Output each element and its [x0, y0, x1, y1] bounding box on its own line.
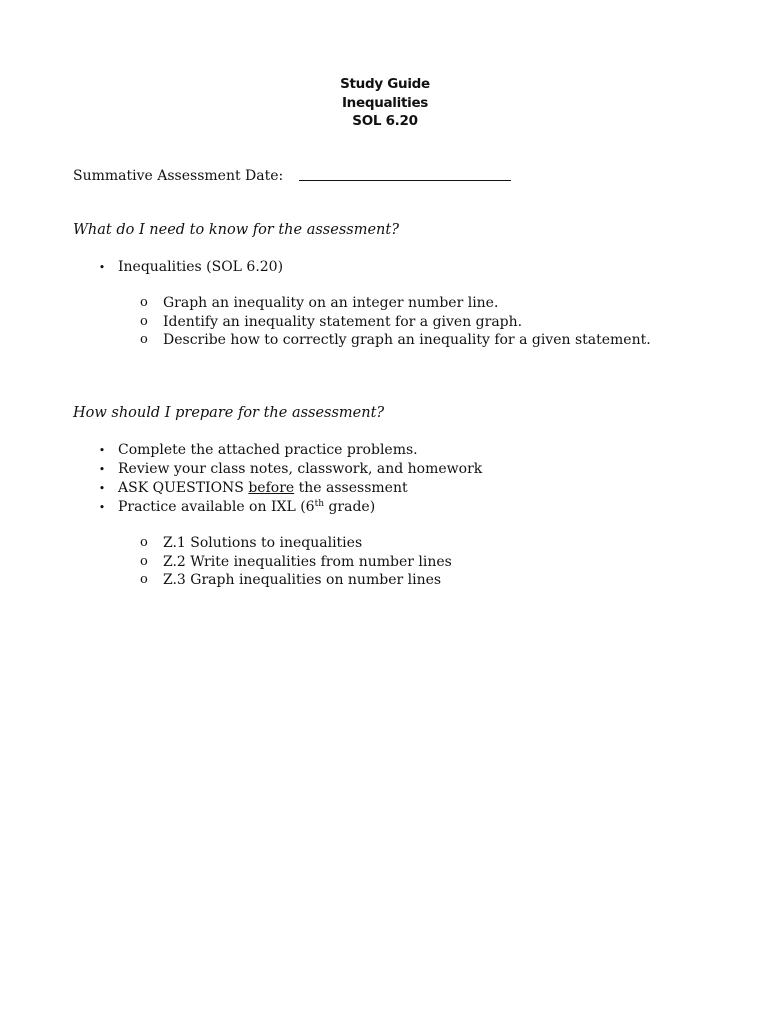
title-study-guide: Study Guide — [340, 76, 430, 92]
section1-bullet-list — [97, 258, 283, 277]
bullet-text-suffix: the assessment — [294, 480, 408, 496]
bullet-text-suffix: grade) — [324, 499, 376, 515]
section1-sub-list — [140, 294, 651, 350]
assessment-date-label: Summative Assessment Date: — [73, 168, 284, 184]
bullet-text: Inequalities (SOL 6.20) — [118, 259, 284, 275]
circle-bullet-icon: o — [140, 332, 148, 348]
sub-item-text: Z.1 Solutions to inequalities — [163, 535, 363, 551]
list-item — [97, 498, 482, 517]
bullet-text: Complete the attached practice problems. — [118, 442, 418, 458]
bullet-icon: • — [98, 463, 106, 476]
list-item — [140, 534, 452, 553]
list-item — [97, 479, 482, 498]
list-item — [140, 331, 651, 350]
bullet-icon: • — [98, 261, 106, 274]
list-item — [140, 313, 651, 332]
section2-sub-list — [140, 534, 452, 590]
sub-item-text: Z.3 Graph inequalities on number lines — [163, 572, 442, 589]
bullet-icon: • — [98, 501, 106, 514]
sub-item-text: Identify an inequality statement for a given graph. — [163, 313, 523, 330]
list-item — [97, 441, 482, 460]
circle-bullet-icon: o — [140, 572, 148, 588]
bullet-text: Review your class notes, classwork, and homework — [118, 461, 483, 477]
title-sol: SOL 6.20 — [352, 113, 418, 129]
ordinal-superscript: th — [314, 499, 324, 509]
list-item — [97, 460, 482, 479]
list-item — [140, 553, 452, 572]
bullet-icon: • — [98, 444, 106, 457]
bullet-text-prefix: Practice available on IXL (6 — [118, 499, 315, 515]
title-block — [0, 75, 770, 131]
list-item — [140, 294, 651, 313]
bullet-icon: • — [98, 482, 106, 495]
assessment-date-blank-line — [299, 180, 511, 181]
list-item — [140, 571, 452, 590]
circle-bullet-icon: o — [140, 295, 148, 310]
circle-bullet-icon: o — [140, 553, 148, 569]
underlined-word: before — [248, 480, 295, 496]
list-item — [97, 258, 283, 277]
section2-bullet-list — [97, 441, 482, 517]
sub-item-text: Graph an inequality on an integer number line. — [163, 295, 499, 311]
section2-question: How should I prepare for the assessment? — [73, 405, 385, 421]
circle-bullet-icon: o — [140, 535, 148, 550]
circle-bullet-icon: o — [140, 313, 148, 329]
title-topic: Inequalities — [341, 94, 429, 111]
sub-item-text: Describe how to correctly graph an inequality for a given statement. — [163, 332, 651, 349]
section1-question: What do I need to know for the assessment? — [73, 222, 399, 238]
sub-item-text: Z.2 Write inequalities from number lines — [163, 553, 452, 570]
bullet-text-prefix: ASK QUESTIONS — [118, 480, 249, 496]
